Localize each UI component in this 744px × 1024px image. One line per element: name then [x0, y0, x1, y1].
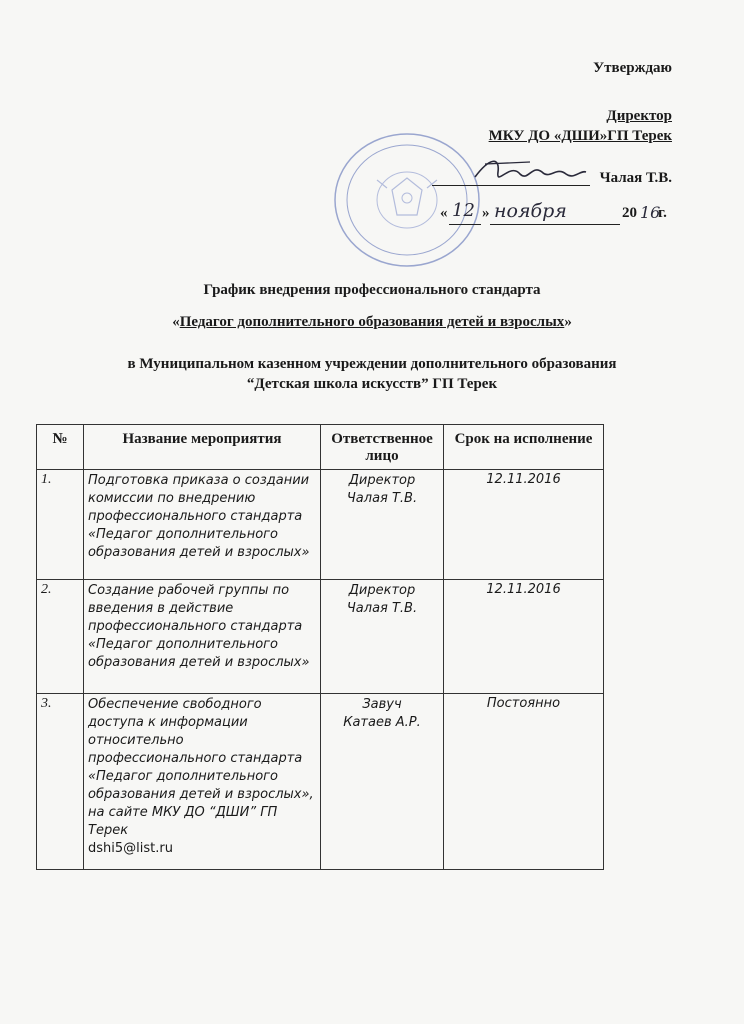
approval-date — [440, 205, 448, 222]
responsible-role: Директор — [348, 583, 416, 598]
table-row — [37, 694, 604, 870]
responsible-role: Завуч — [362, 697, 402, 712]
institution-line-1: в Муниципальном казенном учреждении дополнительного образования — [127, 356, 617, 372]
responsible-role: Директор — [348, 473, 416, 488]
header-number: № — [37, 425, 84, 470]
responsible-name: Чалая Т.В. — [346, 601, 418, 616]
standard-name-text: Педагог дополнительного образования детей и взрослых — [179, 314, 565, 330]
date-month: ноября — [494, 200, 567, 222]
signature-icon — [470, 152, 590, 192]
header-deadline: Срок на исполнение — [444, 425, 604, 470]
header-responsible: Ответственное лицо — [321, 425, 444, 470]
standard-close-quote: » — [564, 314, 572, 330]
date-day: 12 — [452, 200, 475, 221]
row-number: 3. — [37, 694, 84, 870]
date-year-suffix: 16 — [640, 203, 661, 222]
row-deadline: Постоянно — [444, 694, 604, 870]
row-number: 2. — [37, 580, 84, 694]
responsible-name: Катаев А.Р. — [343, 715, 421, 730]
date-close-quote: » — [482, 205, 490, 221]
row-name — [84, 694, 321, 870]
date-day-line — [449, 224, 481, 225]
row-responsible — [321, 470, 444, 580]
date-year-end: г. — [658, 205, 667, 221]
date-month-line — [490, 224, 620, 225]
responsible-name: Чалая Т.В. — [346, 491, 418, 506]
header-name: Название мероприятия — [84, 425, 321, 470]
approve-label: Утверждаю — [593, 60, 672, 76]
standard-name — [0, 314, 744, 331]
date-open-quote: « — [440, 205, 448, 221]
date-year-prefix: 20 — [622, 205, 637, 221]
row-name: Создание рабочей группы по введения в действие профессионального стандарта «Педагог дополнительного образования детей и взрослых» — [84, 580, 321, 694]
table-header-row — [37, 425, 604, 470]
row-name-email: dshi5@list.ru — [88, 841, 173, 856]
row-responsible — [321, 694, 444, 870]
approver-name: Чалая Т.В. — [599, 170, 672, 186]
approver-position: Директор — [606, 108, 672, 124]
table-row — [37, 580, 604, 694]
row-responsible — [321, 580, 444, 694]
row-name-text: Обеспечение свободного доступа к информации относительно профессионального стандарта «Педагог дополнительного образования детей и взрослых», на сайте МКУ ДО “ДШИ” ГП Терек — [88, 697, 314, 838]
approver-organization: МКУ ДО «ДШИ»ГП Терек — [488, 128, 672, 144]
row-deadline: 12.11.2016 — [444, 470, 604, 580]
row-number: 1. — [37, 470, 84, 580]
institution-line-2: “Детская школа искусств” ГП Терек — [246, 376, 498, 392]
table-row — [37, 470, 604, 580]
standard-open-quote: « — [172, 314, 180, 330]
row-deadline: 12.11.2016 — [444, 580, 604, 694]
row-name: Подготовка приказа о создании комиссии по внедрению профессионального стандарта «Педагог дополнительного образования детей и взрослых» — [84, 470, 321, 580]
schedule-table — [36, 424, 604, 870]
document-title: График внедрения профессионального стандарта — [203, 282, 541, 298]
